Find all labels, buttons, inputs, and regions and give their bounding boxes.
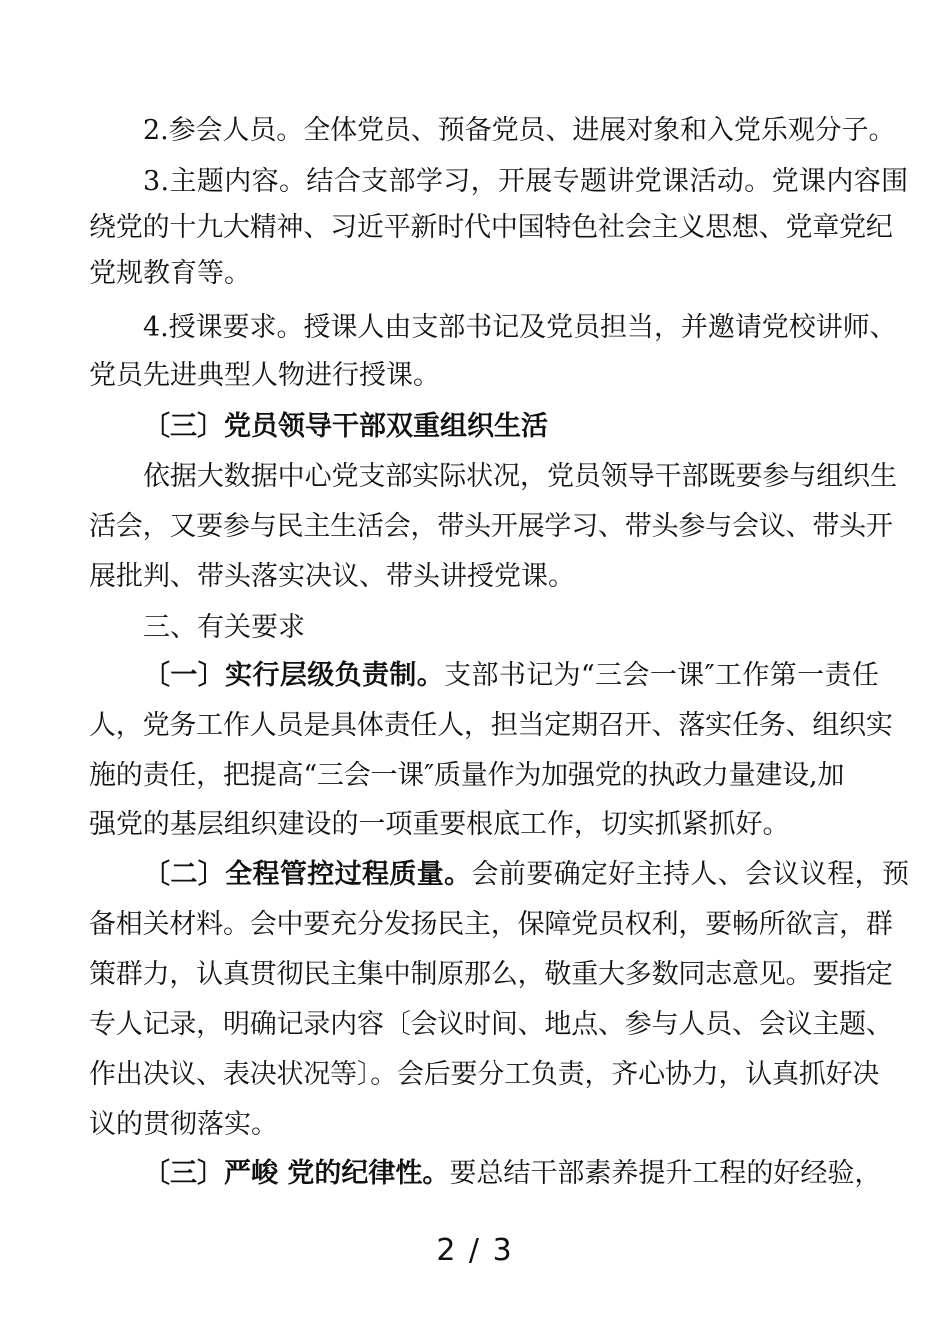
page-number: 2 / 3: [436, 1233, 514, 1268]
paragraph-line: 策群力，认真贯彻民主集中制原那么，敬重大多数同志意见。要指定: [89, 959, 893, 990]
paragraph-lead: 〔二〕全程管控过程质量。: [143, 859, 472, 890]
paragraph-line: 活会，又要参与民主生活会，带头开展学习、带头参与会议、带头开: [89, 511, 893, 542]
paragraph-line: 议的贯彻落实。: [89, 1109, 278, 1140]
paragraph-text: 支部书记为“三会一课″工作第一责任: [444, 660, 880, 691]
section-heading: 三、有关要求: [143, 612, 305, 643]
paragraph-line: 依据大数据中心党支部实际状况，党员领导干部既要参与组织生: [143, 461, 898, 492]
paragraph-line: 4.授课要求。授课人由支部书记及党员担当，并邀请党校讲师、: [143, 312, 897, 343]
paragraph-line: 备相关材料。会中要充分发扬民主，保障党员权利，要畅所欲言，群: [89, 909, 893, 940]
paragraph-line: [143, 659, 879, 693]
paragraph-line: 专人记录，明确记录内容〔会议时间、地点、参与人员、会议主题、: [89, 1009, 893, 1040]
paragraph-line: 3.主题内容。结合支部学习，开展专题讲党课活动。党课内容围: [143, 166, 909, 197]
paragraph-line: [143, 1157, 881, 1191]
paragraph-line: 施的责任，把提高“三会一课″质量作为加强党的执政力量建设,加: [89, 760, 845, 791]
paragraph-line: [143, 858, 909, 892]
paragraph-line: 作出决议、表决状况等〕。会后要分工负责，齐心协力，认真抓好决: [89, 1059, 880, 1090]
paragraph-text: 会前要确定好主持人、会议议程，预: [471, 859, 910, 890]
section-heading: 〔三〕党员领导干部双重组织生活: [143, 411, 548, 442]
paragraph-lead: 〔三〕严峻 党的纪律性。: [143, 1158, 450, 1189]
paragraph-line: 党员先进典型人物进行授课。: [89, 360, 440, 391]
paragraph-line: 人，党务工作人员是具体责任人，担当定期召开、落实任务、组织实: [89, 710, 893, 741]
paragraph-line: 2.参会人员。全体党员、预备党员、进展对象和入党乐观分子。: [143, 115, 896, 146]
paragraph-lead: 〔一〕实行层级负责制。: [143, 660, 445, 691]
paragraph-line: 绕党的十九大精神、习近平新时代中国特色社会主义思想、党章党纪: [89, 212, 893, 243]
paragraph-line: 党规教育等。: [89, 258, 251, 289]
paragraph-line: 展批判、带头落实决议、带头讲授党课。: [89, 561, 575, 592]
paragraph-line: 强党的基层组织建设的一项重要根底工作，切实抓紧抓好。: [89, 809, 790, 840]
paragraph-text: 要总结干部素养提升工程的好经验，: [449, 1158, 882, 1189]
